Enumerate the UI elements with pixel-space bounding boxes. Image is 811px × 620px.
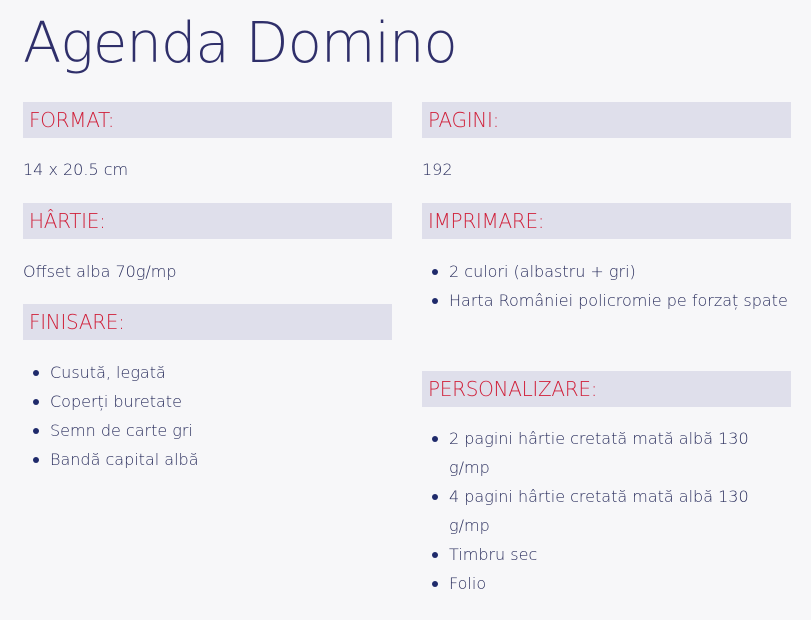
list-item: Harta României policromie pe forzaț spate (449, 286, 791, 315)
page-title: Agenda Domino (23, 11, 457, 76)
list-item: Cusută, legată (50, 358, 392, 387)
list-item: 4 pagini hârtie cretată mată albă 130 g/mp (449, 482, 791, 540)
personalizare-header: PERSONALIZARE: (422, 371, 791, 407)
format-header: FORMAT: (23, 102, 392, 138)
imprimare-header: IMPRIMARE: (422, 203, 791, 239)
pagini-value: 192 (422, 160, 453, 179)
list-item: Bandă capital albă (50, 445, 392, 474)
list-item: 2 culori (albastru + gri) (449, 257, 791, 286)
personalizare-list (422, 424, 791, 598)
list-item: 2 pagini hârtie cretată mată albă 130 g/mp (449, 424, 791, 482)
list-item: Coperți buretate (50, 387, 392, 416)
list-item: Semn de carte gri (50, 416, 392, 445)
list-item: Folio (449, 569, 791, 598)
hartie-header: HÂRTIE: (23, 203, 392, 239)
format-value: 14 x 20.5 cm (23, 160, 129, 179)
pagini-header: PAGINI: (422, 102, 791, 138)
finisare-list (23, 358, 392, 474)
finisare-header: FINISARE: (23, 304, 392, 340)
list-item: Timbru sec (449, 540, 791, 569)
imprimare-list (422, 257, 791, 315)
hartie-value: Offset alba 70g/mp (23, 262, 177, 281)
